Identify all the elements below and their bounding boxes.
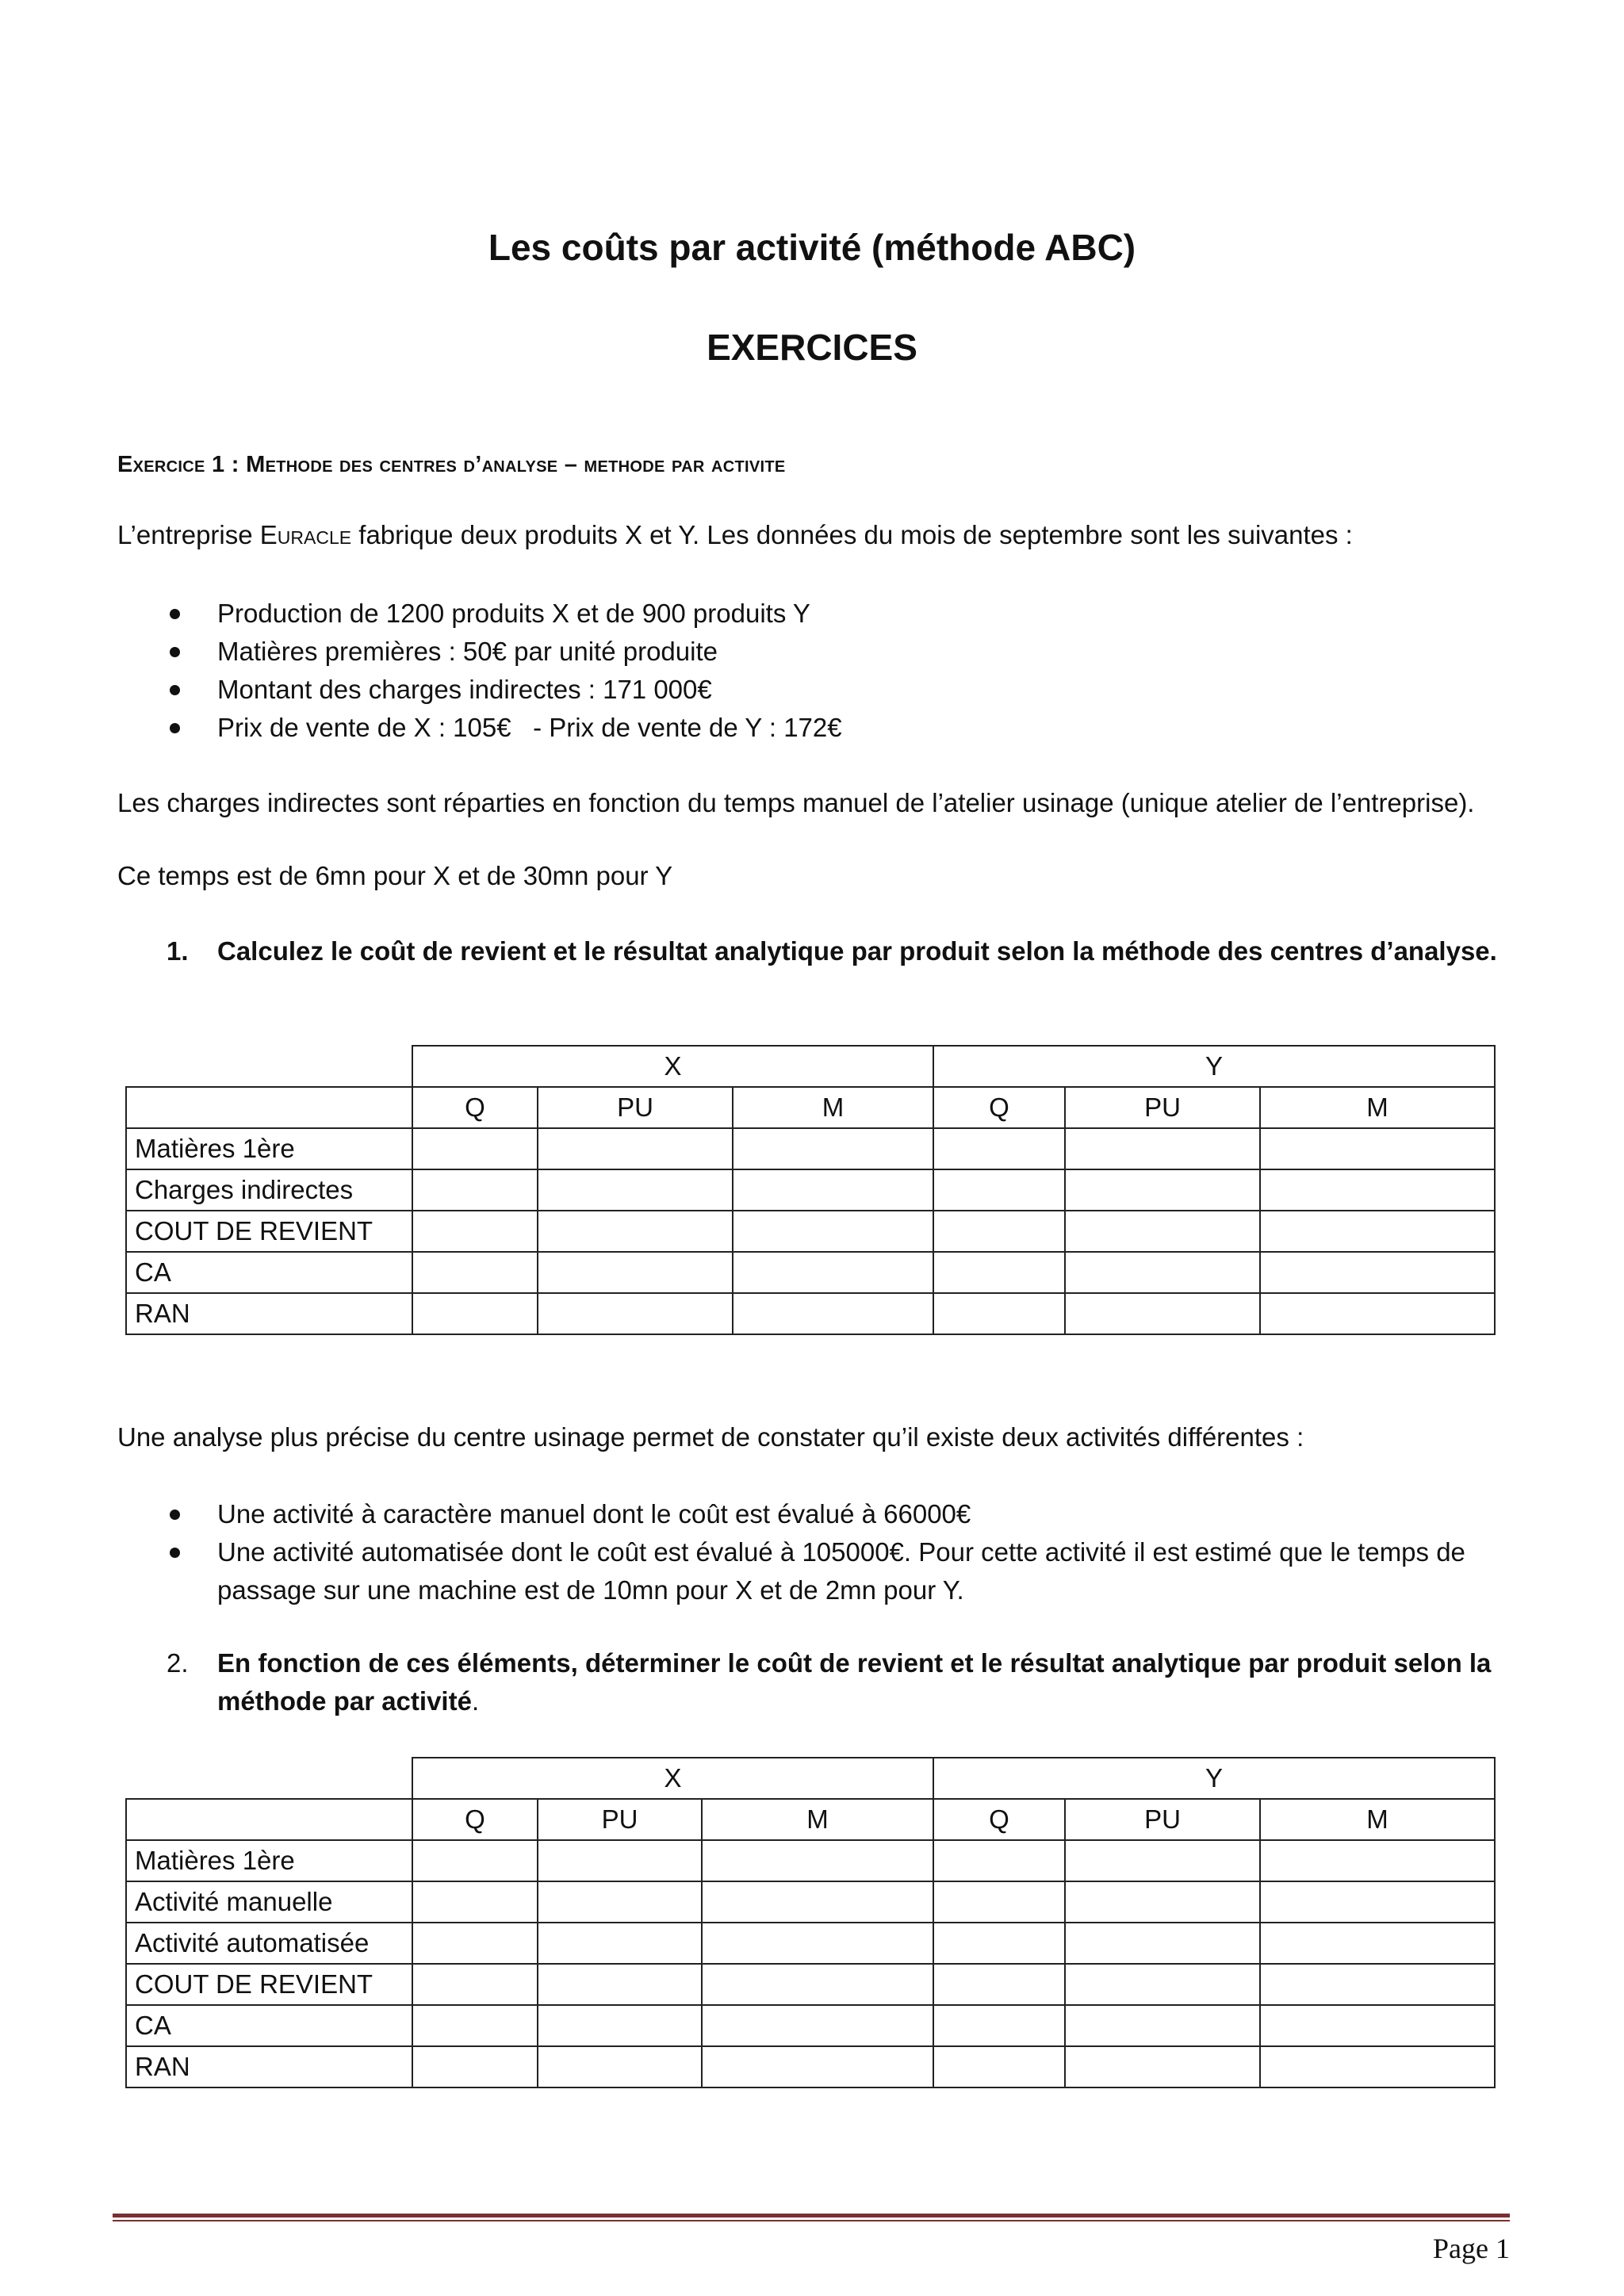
table-product-header-row <box>126 1046 1495 1087</box>
column-header: M <box>733 1087 933 1128</box>
activity-bullet-list <box>117 1495 1513 1609</box>
bullet-item <box>117 595 1513 633</box>
row-label: RAN <box>126 1293 412 1334</box>
bullet-dot <box>170 609 180 619</box>
product-header-x: X <box>412 1758 933 1799</box>
table-cell <box>412 1923 538 1964</box>
table-cell <box>933 2005 1065 2046</box>
table-cell <box>933 1840 1065 1881</box>
table-column-header-row <box>126 1087 1495 1128</box>
table-row <box>126 1252 1495 1293</box>
bullet-text: Matières premières : 50€ par unité produite <box>217 637 718 666</box>
product-header-y: Y <box>933 1046 1495 1087</box>
table-corner-cell <box>126 1046 412 1087</box>
column-header: PU <box>1065 1799 1260 1840</box>
column-header: Q <box>412 1799 538 1840</box>
table-row <box>126 1293 1495 1334</box>
table-product-header-row <box>126 1758 1495 1799</box>
table-cell <box>538 1840 702 1881</box>
column-header: M <box>1260 1799 1495 1840</box>
table-cell <box>412 1293 538 1334</box>
bullet-dot <box>170 647 180 657</box>
bullet-item <box>117 1495 1513 1533</box>
table-cell <box>1260 1881 1495 1923</box>
column-header: Q <box>933 1799 1065 1840</box>
table-cell <box>933 2046 1065 2087</box>
table-cell <box>702 2005 933 2046</box>
bullet-item <box>117 1533 1513 1609</box>
table-cell <box>733 1293 933 1334</box>
question-2-end: . <box>471 1686 480 1716</box>
bullet-text: Prix de vente de X : 105€ - Prix de vente de Y : 172€ <box>217 713 842 742</box>
table-cell <box>1065 1840 1260 1881</box>
document-title: Les coûts par activité (méthode ABC) <box>488 227 1136 268</box>
table-methode-activite <box>125 1757 1496 2088</box>
table-cell <box>126 1087 412 1128</box>
intro-text-after: fabrique deux produits X et Y. Les données du mois de septembre sont les suivantes : <box>351 520 1353 549</box>
table-cell <box>1260 1840 1495 1881</box>
table-cell <box>538 1128 733 1169</box>
table-corner-cell <box>126 1758 412 1799</box>
table-cell <box>933 1211 1065 1252</box>
table-cell <box>412 1128 538 1169</box>
table-cell <box>538 1252 733 1293</box>
question-2-number: 2. <box>167 1648 189 1678</box>
table-cell <box>412 1964 538 2005</box>
table-cell <box>933 1881 1065 1923</box>
table-row <box>126 1923 1495 1964</box>
table-row <box>126 2005 1495 2046</box>
table-cell <box>1260 2005 1495 2046</box>
table-cell <box>1065 1923 1260 1964</box>
row-label: Activité manuelle <box>126 1881 412 1923</box>
question-1-text: Calculez le coût de revient et le résultat analytique par produit selon la méthode des centres d’analyse. <box>217 936 1497 966</box>
table-cell <box>1260 1169 1495 1211</box>
time-paragraph: Ce temps est de 6mn pour X et de 30mn pour Y <box>117 861 673 890</box>
table-cell <box>1260 1252 1495 1293</box>
question-1-number: 1. <box>167 936 189 966</box>
table-cell <box>538 1211 733 1252</box>
table-cell <box>412 1252 538 1293</box>
table-column-header-row <box>126 1799 1495 1840</box>
table-cell <box>538 1923 702 1964</box>
charges-paragraph: Les charges indirectes sont réparties en fonction du temps manuel de l’atelier usinage (unique atelier de l’entreprise). <box>117 788 1475 817</box>
table-cell <box>702 2046 933 2087</box>
footer-rule-thick <box>113 2214 1510 2218</box>
column-header: Q <box>933 1087 1065 1128</box>
table-cell <box>933 1923 1065 1964</box>
bullet-dot <box>170 1548 180 1558</box>
table-cell <box>1065 2046 1260 2087</box>
intro-paragraph <box>117 517 1510 553</box>
table-cell <box>412 2005 538 2046</box>
table-cell <box>412 1840 538 1881</box>
row-label: COUT DE REVIENT <box>126 1211 412 1252</box>
table-cell <box>538 1293 733 1334</box>
row-label: RAN <box>126 2046 412 2087</box>
table-cell <box>702 1964 933 2005</box>
table-row <box>126 1840 1495 1881</box>
question-2-text <box>117 1644 1513 1720</box>
row-label: COUT DE REVIENT <box>126 1964 412 2005</box>
bullet-dot <box>170 723 180 733</box>
table-cell <box>1065 1293 1260 1334</box>
column-header: PU <box>538 1087 733 1128</box>
bullet-text: Une activité automatisée dont le coût est évalué à 105000€. Pour cette activité il est estimé que le temps de passage sur une machine est de 10mn pour X et de 2mn pour Y. <box>217 1537 1465 1605</box>
table-cell <box>1260 1293 1495 1334</box>
table-cell <box>933 1169 1065 1211</box>
bullet-dot <box>170 1510 180 1520</box>
column-header: M <box>1260 1087 1495 1128</box>
table-row <box>126 1881 1495 1923</box>
bullet-dot <box>170 685 180 695</box>
bullet-text: Une activité à caractère manuel dont le coût est évalué à 66000€ <box>217 1499 971 1529</box>
row-label: Activité automatisée <box>126 1923 412 1964</box>
row-label: Charges indirectes <box>126 1169 412 1211</box>
document-subtitle: EXERCICES <box>707 327 917 368</box>
table-cell <box>1260 1211 1495 1252</box>
table-cell <box>733 1252 933 1293</box>
column-header: Q <box>412 1087 538 1128</box>
table-cell <box>412 1169 538 1211</box>
table-row <box>126 1128 1495 1169</box>
table-cell <box>1260 1923 1495 1964</box>
table-row <box>126 1169 1495 1211</box>
table-cell <box>933 1128 1065 1169</box>
table-cell <box>1065 1881 1260 1923</box>
row-label: Matières 1ère <box>126 1128 412 1169</box>
table-cell <box>1065 1169 1260 1211</box>
question-1 <box>117 932 1513 970</box>
table-row <box>126 2046 1495 2087</box>
column-header: PU <box>1065 1087 1260 1128</box>
column-header: M <box>702 1799 933 1840</box>
page-number: Page 1 <box>1433 2233 1510 2264</box>
exercise-heading: Exercice 1 : Methode des centres d’analyse – methode par activite <box>117 452 786 477</box>
question-2 <box>117 1644 1513 1720</box>
table-cell <box>1065 2005 1260 2046</box>
table-cell <box>1260 1964 1495 2005</box>
table-cell <box>733 1211 933 1252</box>
table-cell <box>933 1293 1065 1334</box>
product-header-x: X <box>412 1046 933 1087</box>
table-cell <box>733 1128 933 1169</box>
table-cell <box>733 1169 933 1211</box>
bullet-item <box>117 633 1513 671</box>
table-cell <box>412 2046 538 2087</box>
table-cell <box>702 1840 933 1881</box>
bullet-text: Montant des charges indirectes : 171 000€ <box>217 675 712 704</box>
table-centres-analyse <box>125 1045 1496 1335</box>
table-cell <box>933 1252 1065 1293</box>
table-cell <box>1065 1252 1260 1293</box>
column-header: PU <box>538 1799 702 1840</box>
analysis-paragraph: Une analyse plus précise du centre usinage permet de constater qu’il existe deux activités différentes : <box>117 1422 1304 1452</box>
bullet-item <box>117 671 1513 709</box>
footer-rule-thin <box>113 2220 1510 2221</box>
table-cell <box>412 1211 538 1252</box>
table-cell <box>538 1169 733 1211</box>
question-2-bold-text: En fonction de ces éléments, déterminer le coût de revient et le résultat analytique par produit selon la méthode par activité <box>217 1648 1492 1716</box>
bullet-item <box>117 709 1513 747</box>
row-label: CA <box>126 1252 412 1293</box>
table-cell <box>126 1799 412 1840</box>
table-cell <box>1065 1964 1260 2005</box>
table-cell <box>1065 1128 1260 1169</box>
product-header-y: Y <box>933 1758 1495 1799</box>
table-row <box>126 1211 1495 1252</box>
table-cell <box>1260 1128 1495 1169</box>
data-bullet-list <box>117 595 1513 747</box>
table-cell <box>538 1881 702 1923</box>
table-cell <box>1260 2046 1495 2087</box>
bullet-text: Production de 1200 produits X et de 900 produits Y <box>217 599 810 628</box>
table-cell <box>412 1881 538 1923</box>
row-label: CA <box>126 2005 412 2046</box>
row-label: Matières 1ère <box>126 1840 412 1881</box>
table-cell <box>538 2046 702 2087</box>
table-row <box>126 1964 1495 2005</box>
table-cell <box>702 1923 933 1964</box>
table-cell <box>702 1881 933 1923</box>
table-cell <box>1065 1211 1260 1252</box>
table-cell <box>933 1964 1065 2005</box>
intro-text-before: L’entreprise <box>117 520 260 549</box>
table-cell <box>538 2005 702 2046</box>
company-name: Euracle <box>259 520 352 549</box>
table-cell <box>538 1964 702 2005</box>
